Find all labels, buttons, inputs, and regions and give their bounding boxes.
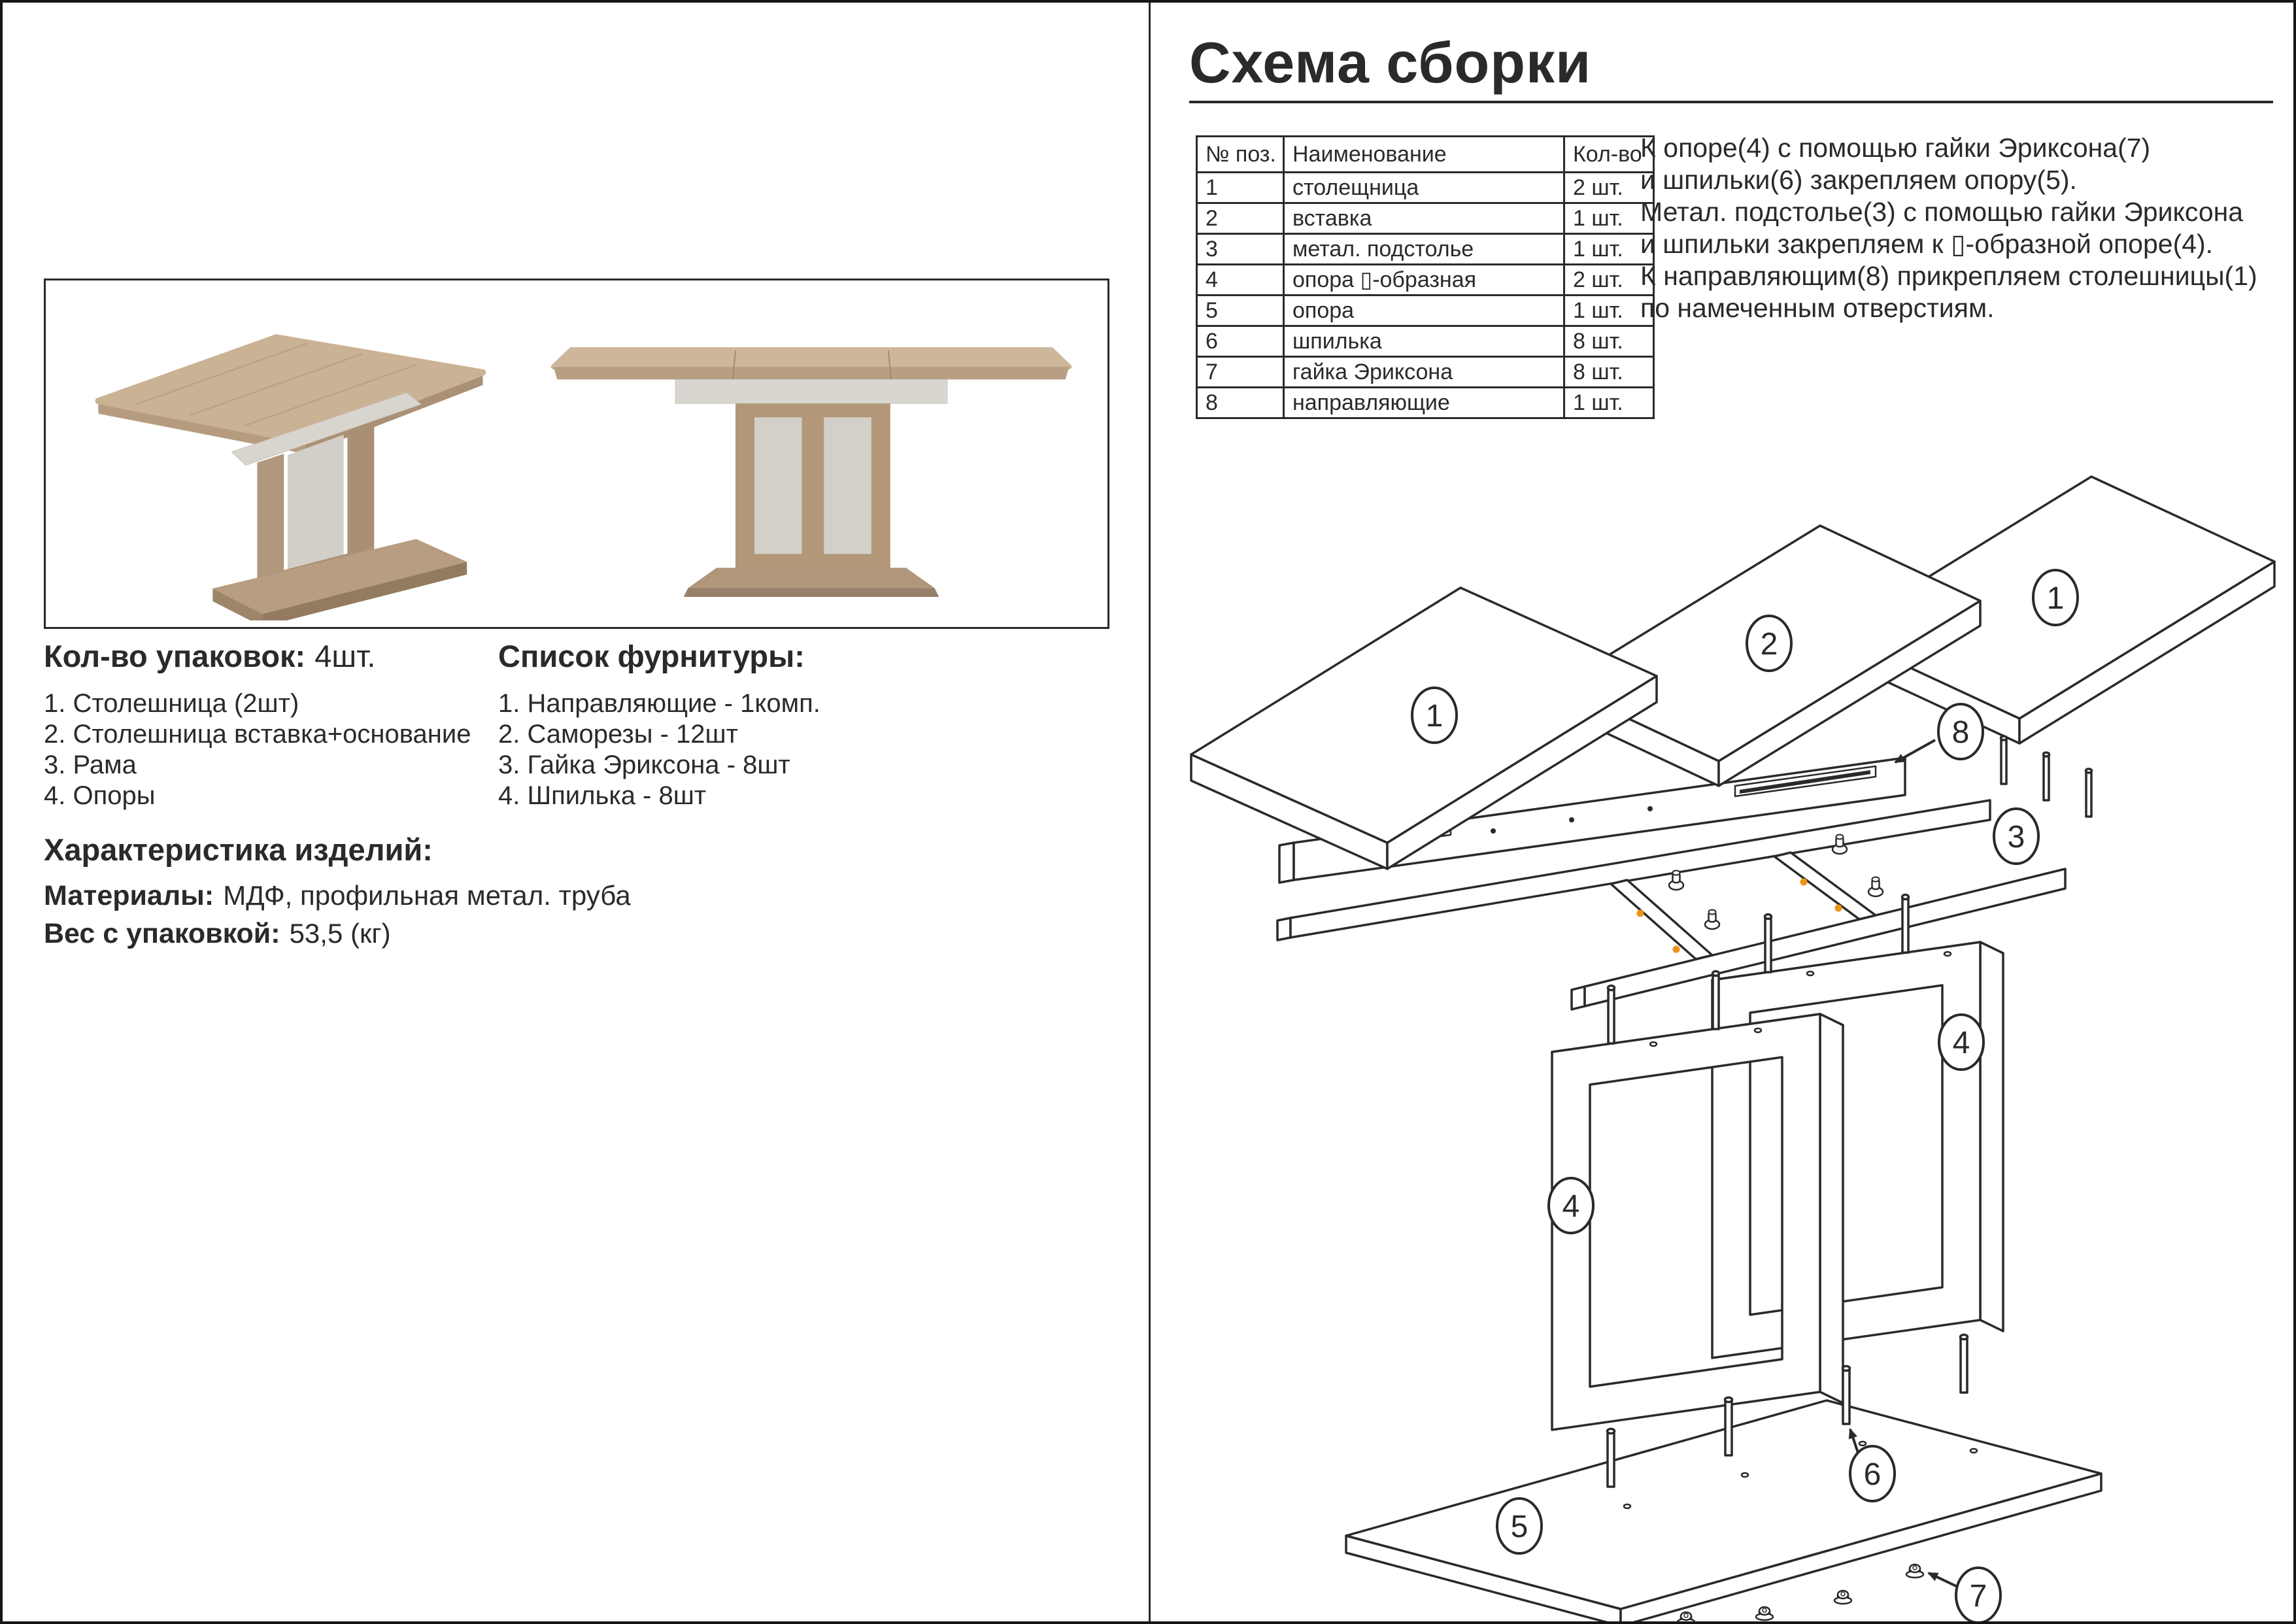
svg-text:1: 1 [2046,581,2065,616]
table-row [1197,173,1654,203]
svg-text:8: 8 [1951,715,1970,750]
package-item: 4. Опоры [44,781,156,810]
svg-text:6: 6 [1863,1457,1882,1492]
instruction-line: и шпильки закрепляем к ▯-образной опоре(4). [1640,229,2214,259]
cell-quantity: 1 шт. [1564,388,1654,418]
cell-position: 3 [1197,234,1284,265]
characteristics-block [44,832,631,953]
hardware-item: 2. Саморезы - 12шт [498,720,738,749]
hardware-block [498,638,820,811]
page-title: Схема сборки [1189,30,1592,95]
cell-name: гайка Эриксона [1284,357,1564,388]
callout-slab-right [2033,570,2078,625]
weight-value: 53,5 (кг) [289,918,391,949]
cell-position: 6 [1197,326,1284,357]
svg-text:7: 7 [1969,1579,1987,1614]
cell-quantity: 1 шт. [1564,203,1654,234]
cell-position: 5 [1197,296,1284,326]
header-position: № поз. [1197,137,1284,173]
materials-value: МДФ, профильная метал. труба [223,880,631,911]
hardware-item: 4. Шпилька - 8шт [498,781,707,810]
materials-label: Материалы: [44,880,214,911]
svg-text:2: 2 [1760,627,1778,662]
cell-name: метал. подстолье [1284,234,1564,265]
callout-support-front [1549,1178,1593,1233]
stud-pins-upper [2001,736,2092,817]
assembly-diagram [1153,460,2284,1624]
cell-quantity: 8 шт. [1564,357,1654,388]
cell-name: столещница [1284,173,1564,203]
cell-name: вставка [1284,203,1564,234]
package-item: 1. Столешница (2шт) [44,689,299,718]
cell-position: 8 [1197,388,1284,418]
table-row [1197,326,1654,357]
support-frame-front [1552,972,1843,1430]
svg-text:1: 1 [1425,699,1443,734]
instruction-line: К опоре(4) с помощью гайки Эриксона(7) [1640,133,2151,163]
table-row [1197,265,1654,296]
materials-line [44,877,631,915]
callout-underframe [1994,809,2038,864]
hardware-title: Список фурнитуры: [498,639,805,673]
hardware-list [498,688,820,811]
callout-rails [1938,704,1983,759]
header-name: Наименование [1284,137,1564,173]
instruction-line: и шпильки(6) закрепляем опору(5). [1640,165,2077,195]
product-photo-extended-table [527,290,1096,618]
cell-quantity: 2 шт. [1564,265,1654,296]
svg-text:4: 4 [1562,1189,1580,1224]
callout-support-back [1939,1015,1984,1070]
packages-block [44,638,471,811]
arrow-to-nut [1929,1573,1956,1586]
cell-quantity: 8 шт. [1564,326,1654,357]
callout-insert [1747,616,1791,671]
panel-divider [1149,3,1151,1621]
table-row [1197,357,1654,388]
assembly-instructions [1640,132,2288,324]
instruction-line: Метал. подстолье(3) с помощью гайки Эриксона [1640,197,2244,227]
header-quantity: Кол-во [1564,137,1654,173]
cell-position: 1 [1197,173,1284,203]
characteristics-title: Характеристика изделий: [44,832,433,867]
package-item: 3. Рама [44,751,137,779]
packages-title: Кол-во упаковок: [44,639,306,673]
cell-quantity: 1 шт. [1564,234,1654,265]
product-images-frame [44,279,1109,629]
cell-quantity: 2 шт. [1564,173,1654,203]
arrow-to-rails [1895,740,1935,762]
callout-slab-left [1412,688,1457,743]
cell-name: опора [1284,296,1564,326]
packages-count: 4шт. [314,639,376,673]
cell-quantity: 1 шт. [1564,296,1654,326]
table-row [1197,234,1654,265]
callout-base [1497,1498,1542,1553]
callout-stud [1850,1446,1895,1501]
instruction-line: К направляющим(8) прикрепляем столешницы(1) [1640,261,2257,291]
package-item: 2. Столешница вставка+основание [44,720,471,749]
cell-position: 4 [1197,265,1284,296]
parts-table [1196,135,1655,419]
cell-name: опора ▯-образная [1284,265,1564,296]
table-row [1197,388,1654,418]
cell-name: направляющие [1284,388,1564,418]
instruction-line: по намеченным отверстиям. [1640,293,1995,323]
table-row [1197,296,1654,326]
svg-text:4: 4 [1952,1026,1970,1060]
title-block [1189,31,2273,103]
svg-text:3: 3 [2007,820,2025,854]
hardware-item: 1. Направляющие - 1комп. [498,689,820,718]
table-row [1197,203,1654,234]
packages-list [44,688,471,811]
weight-line [44,915,631,953]
table-header-row [1197,137,1654,173]
cell-position: 7 [1197,357,1284,388]
product-photo-closed-table [60,290,518,620]
hardware-item: 3. Гайка Эриксона - 8шт [498,751,790,779]
cell-name: шпилька [1284,326,1564,357]
callout-nut [1956,1568,2001,1623]
svg-text:5: 5 [1510,1510,1528,1544]
weight-label: Вес с упаковкой: [44,918,280,949]
cell-position: 2 [1197,203,1284,234]
title-underline [1189,101,2273,103]
